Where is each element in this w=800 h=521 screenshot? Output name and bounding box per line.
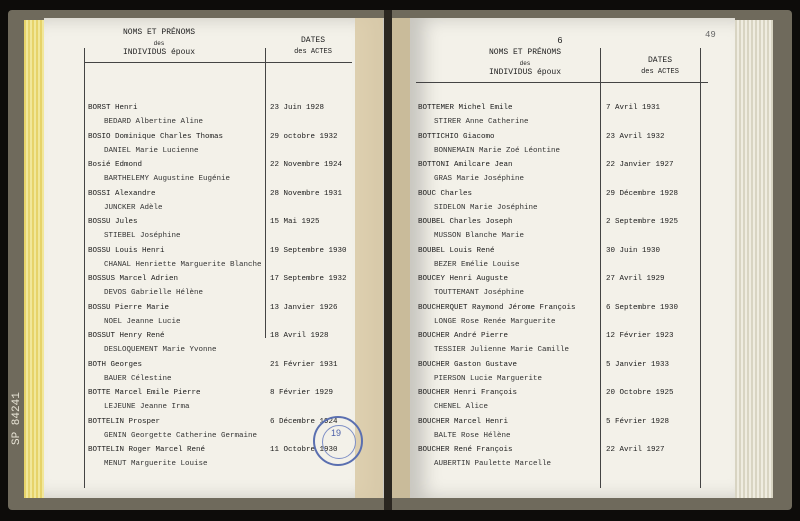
column-divider [600, 48, 601, 488]
marriage-date: 23 Juin 1928 [270, 104, 325, 112]
husband-name: BOUBEL Louis René [418, 246, 495, 255]
wife-name: TESSIER Julienne Marie Camille [434, 346, 570, 355]
wife-name: BEZER Emélie Louise [434, 260, 520, 269]
binding-tape-left [355, 18, 383, 498]
wife-name: JUNCKER Adèle [104, 203, 163, 212]
wife-name: BARTHELEMY Augustine Eugénie [104, 175, 231, 184]
names-column-subtitle: INDIVIDUS époux [122, 48, 195, 57]
husband-name: BOTTELIN Roger Marcel René [88, 446, 206, 454]
marriage-date: 27 Avril 1929 [606, 275, 665, 283]
husband-name: BOTTEMER Michel Emile [418, 104, 513, 112]
husband-name: BOTTE Marcel Emile Pierre [88, 389, 201, 397]
marriage-date: 6 Septembre 1930 [606, 303, 679, 312]
marriage-date: 17 Septembre 1932 [270, 275, 347, 283]
marriage-date: 8 Février 1929 [270, 389, 334, 397]
wife-name: BAUER Célestine [104, 374, 172, 383]
wife-name: NOEL Jeanne Lucie [104, 317, 181, 326]
marriage-date: 7 Avril 1931 [606, 104, 661, 112]
wife-name: PIERSON Lucie Marguerite [434, 374, 543, 383]
names-column-des: des [153, 40, 165, 47]
marriage-date: 21 Février 1931 [270, 360, 338, 369]
marriage-date: 2 Septembre 1925 [606, 218, 679, 226]
marriage-date: 18 Avril 1928 [270, 332, 329, 340]
marriage-date: 6 Décembre 1924 [270, 417, 338, 426]
wife-name: AUBERTIN Paulette Marcelle [434, 460, 552, 469]
husband-name: BOTTELIN Prosper [88, 417, 161, 426]
right-page [410, 18, 735, 498]
marriage-date: 29 octobre 1932 [270, 132, 338, 141]
marriage-date: 11 Octobre 1930 [270, 446, 338, 454]
names-column-subtitle: INDIVIDUS époux [488, 68, 561, 77]
marriage-date: 30 Juin 1930 [606, 246, 661, 255]
names-column-des: des [519, 60, 531, 67]
husband-name: BOSSI Alexandre [88, 189, 156, 198]
wife-name: TOUTTEMANT Joséphine [434, 289, 525, 298]
wife-name: DANIEL Marie Lucienne [104, 146, 199, 155]
marriage-date: 23 Avril 1932 [606, 132, 665, 141]
husband-name: BOUC Charles [418, 189, 473, 198]
archive-stamp [313, 416, 363, 466]
husband-name: BOSSUS Marcel Adrien [88, 275, 179, 283]
wife-name: BONNEMAIN Marie Zoé Léontine [434, 146, 561, 155]
pencil-folio: 49 [705, 30, 716, 40]
marriage-date: 19 Septembre 1930 [270, 246, 347, 255]
binding-tape-right [392, 18, 410, 498]
wife-name: STIRER Anne Catherine [434, 118, 529, 127]
book-gutter [384, 10, 392, 510]
marriage-date: 15 Mai 1925 [270, 218, 320, 226]
stamp-number: 19 [331, 428, 342, 438]
marriage-date: 5 Février 1928 [606, 417, 670, 426]
husband-name: BORST Henri [88, 104, 138, 112]
wife-name: GENIN Georgette Catherine Germaine [104, 431, 258, 440]
wife-name: BEDARD Albertine Aline [104, 118, 204, 127]
marriage-date: 12 Février 1923 [606, 332, 674, 340]
header-rule [84, 62, 352, 63]
header-rule [416, 82, 708, 83]
marriage-date: 22 Janvier 1927 [606, 161, 674, 169]
right-margin-rule [700, 48, 701, 488]
names-column-title: NOMS ET PRÉNOMS [488, 48, 561, 57]
marriage-date: 22 Avril 1927 [606, 446, 665, 454]
husband-name: BOUCHER Henri François [418, 389, 518, 397]
wife-name: SIDELON Marie Joséphine [434, 203, 538, 212]
husband-name: BOSIO Dominique Charles Thomas [88, 132, 224, 141]
wife-name: BALTE Rose Hélène [434, 431, 511, 440]
dates-column-subtitle: des ACTES [641, 68, 679, 76]
husband-name: BOSSU Louis Henri [88, 246, 165, 255]
wife-name: LONGE Rose Renée Marguerite [434, 317, 556, 326]
husband-name: BOSSU Pierre Marie [88, 303, 170, 312]
marriage-date: 29 Décembre 1928 [606, 189, 679, 198]
wife-name: DEVOS Gabrielle Hélène [104, 289, 204, 298]
wife-name: GRAS Marie Joséphine [434, 175, 525, 184]
husband-name: BOSSUT Henry René [88, 332, 165, 340]
husband-name: BOTTONI Amilcare Jean [418, 161, 513, 169]
husband-name: BOUCHER Marcel Henri [418, 417, 509, 426]
right-page-edges [735, 20, 773, 498]
marriage-date: 22 Novembre 1924 [270, 161, 343, 169]
marriage-date: 28 Novembre 1931 [270, 189, 343, 198]
wife-name: MENUT Marguerite Louise [104, 460, 208, 469]
husband-name: BOTTICHIO Giacomo [418, 132, 495, 141]
husband-name: BOSSU Jules [88, 218, 138, 226]
wife-name: CHANAL Henriette Marguerite Blanche [104, 260, 262, 269]
husband-name: BOUBEL Charles Joseph [418, 218, 513, 226]
husband-name: BOUCHERQUET Raymond Jérome François [418, 303, 576, 312]
names-column-title: NOMS ET PRÉNOMS [122, 28, 195, 37]
page-number: 6 [557, 36, 563, 46]
wife-name: STIEBEL Joséphine [104, 232, 181, 241]
dates-column-title: DATES [300, 36, 325, 45]
wife-name: LEJEUNE Jeanne Irma [104, 403, 190, 412]
husband-name: BOUCHER René François [418, 446, 513, 454]
husband-name: BOTH Georges [88, 360, 143, 369]
column-divider [265, 48, 266, 338]
husband-name: BOUCHER Gaston Gustave [418, 360, 518, 369]
husband-name: BOUCEY Henri Auguste [418, 275, 509, 283]
left-page-edges [24, 20, 44, 498]
wife-name: CHENEL Alice [434, 403, 489, 412]
husband-name: BOUCHER André Pierre [418, 332, 509, 340]
marriage-date: 5 Janvier 1933 [606, 360, 670, 369]
marriage-date: 20 Octobre 1925 [606, 389, 674, 397]
dates-column-title: DATES [647, 56, 672, 65]
husband-name: Bosié Edmond [88, 161, 143, 169]
left-margin-rule [84, 48, 85, 488]
dates-column-subtitle: des ACTES [294, 48, 332, 56]
shelfmark-label: SP 84241 [11, 392, 23, 445]
wife-name: MUSSON Blanche Marie [434, 232, 525, 241]
marriage-date: 13 Janvier 1926 [270, 303, 338, 312]
wife-name: DESLOQUEMENT Marie Yvonne [104, 346, 217, 355]
